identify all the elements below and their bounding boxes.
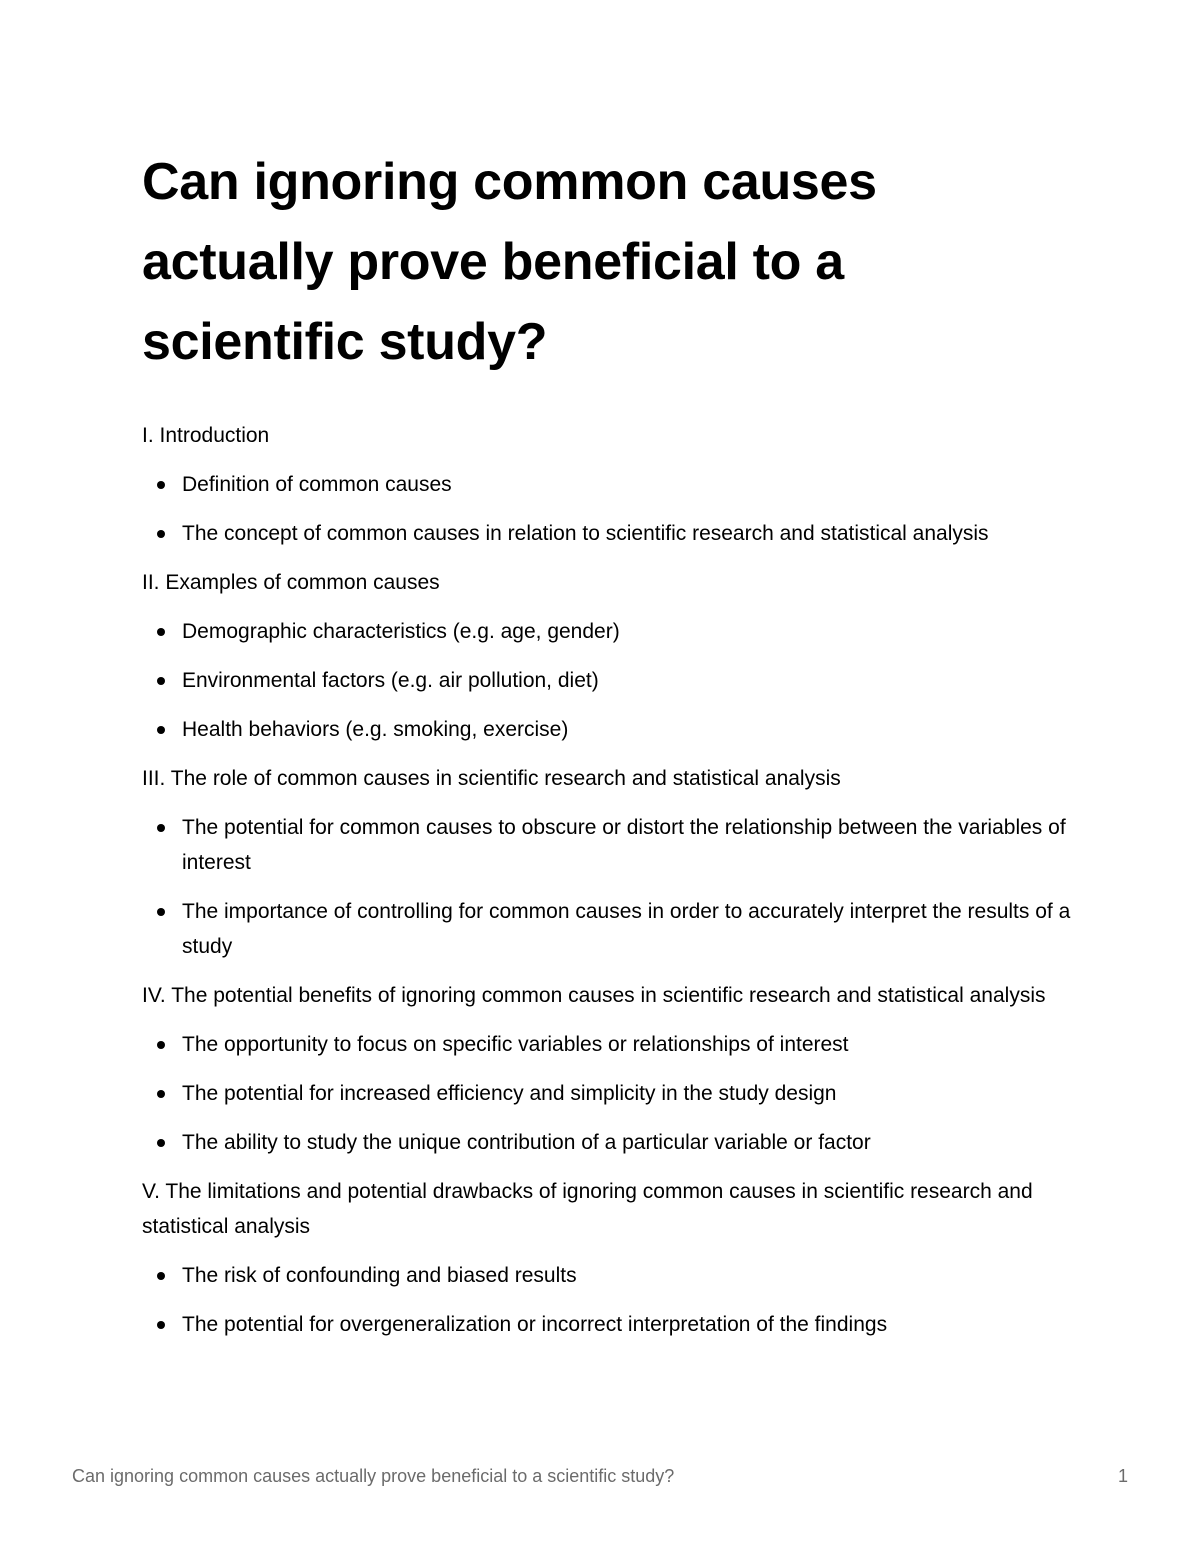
list-item [142,1076,1072,1111]
bullet-icon [157,726,165,734]
list-item-text: Demographic characteristics (e.g. age, gender) [182,620,620,643]
list-item-text: Definition of common causes [182,473,452,496]
bullet-icon [157,1272,165,1280]
list-item-text: The potential for common causes to obscure or distort the relationship between the variables of interest [182,816,1066,874]
bullet-icon [157,628,165,636]
section-introduction [142,418,1072,551]
bullet-icon [157,530,165,538]
list-item-text: The concept of common causes in relation to scientific research and statistical analysis [182,522,989,545]
list-item [142,663,1072,698]
list-item-text: Environmental factors (e.g. air pollution, diet) [182,669,599,692]
section-heading: V. The limitations and potential drawbacks of ignoring common causes in scientific research and statistical analysis [142,1180,1033,1238]
list-item [142,1027,1072,1062]
list-item [142,810,1072,880]
list-item-text: Health behaviors (e.g. smoking, exercise) [182,718,569,741]
bullet-list [142,467,1072,551]
bullet-list [142,810,1072,964]
bullet-icon [157,1139,165,1147]
list-item [142,712,1072,747]
bullet-icon [157,1090,165,1098]
bullet-icon [157,1321,165,1329]
section-role [142,761,1072,964]
section-heading: II. Examples of common causes [142,571,440,594]
bullet-icon [157,908,165,916]
section-heading: IV. The potential benefits of ignoring common causes in scientific research and statistical analysis [142,984,1046,1007]
list-item-text: The potential for overgeneralization or incorrect interpretation of the findings [182,1313,888,1336]
bullet-icon [157,481,165,489]
footer-title: Can ignoring common causes actually prove beneficial to a scientific study? [72,1466,675,1486]
list-item-text: The risk of confounding and biased results [182,1264,577,1287]
list-item [142,1258,1072,1293]
bullet-list [142,1258,1072,1342]
bullet-icon [157,824,165,832]
page-number: 1 [1117,1466,1128,1486]
bullet-icon [157,1041,165,1049]
list-item [142,614,1072,649]
list-item-text: The opportunity to focus on specific variables or relationships of interest [182,1033,849,1056]
document-body [142,142,1072,1356]
section-limitations [142,1174,1072,1342]
page-footer [72,1464,1128,1488]
document-title: Can ignoring common causes actually prove beneficial to a scientific study? [142,153,877,371]
list-item-text: The potential for increased efficiency and simplicity in the study design [182,1082,837,1105]
list-item [142,894,1072,964]
section-examples [142,565,1072,747]
section-benefits [142,978,1072,1160]
list-item [142,1125,1072,1160]
section-heading: III. The role of common causes in scientific research and statistical analysis [142,767,841,790]
bullet-icon [157,677,165,685]
bullet-list [142,614,1072,747]
list-item [142,1307,1072,1342]
list-item [142,467,1072,502]
bullet-list [142,1027,1072,1160]
section-heading: I. Introduction [142,424,270,447]
list-item [142,516,1072,551]
list-item-text: The importance of controlling for common causes in order to accurately interpret the results of a study [182,900,1071,958]
list-item-text: The ability to study the unique contribution of a particular variable or factor [182,1131,871,1154]
